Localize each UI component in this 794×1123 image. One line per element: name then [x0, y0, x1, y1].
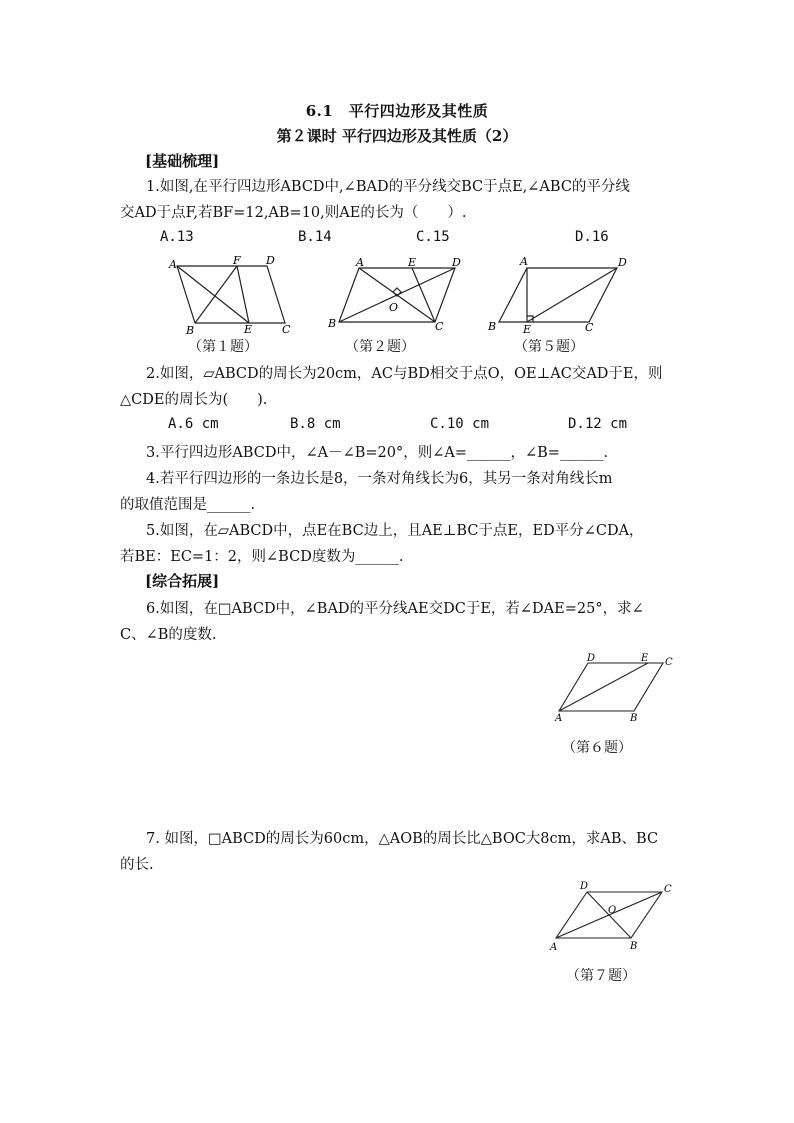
fig2-label-c: C	[435, 320, 444, 333]
q2-option-d: D.12 cm	[568, 416, 628, 432]
fig2-caption: （第２题）	[345, 339, 415, 355]
figure-7	[548, 880, 678, 955]
q1-option-d: D.16	[575, 229, 609, 245]
figure-6	[553, 653, 683, 728]
q1-line1: 1.如图,在平行四边形ABCD中,∠BAD的平分线交BC于点E,∠ABC的平分线	[146, 179, 630, 195]
fig2-label-o: O	[389, 301, 399, 314]
page-subtitle: 第２课时 平行四边形及其性质（2）	[276, 127, 518, 145]
fig7-label-a: A	[550, 942, 558, 953]
fig7-label-o: O	[608, 905, 617, 916]
q2-line1: 2.如图，▱ABCD的周长为20cm，AC与BD相交于点O，OE⊥AC交AD于E，则	[146, 366, 663, 382]
fig6-caption: （第６题）	[562, 740, 632, 756]
fig1-caption: （第１题）	[188, 339, 258, 355]
fig5-caption: （第５题）	[514, 339, 584, 355]
fig5-label-c: C	[585, 321, 594, 334]
q1-line2: 交AD于点F,若BF=12,AB=10,则AE的长为（ ）.	[120, 205, 467, 221]
fig6-label-b: B	[630, 713, 638, 724]
fig6-label-a: A	[555, 713, 563, 724]
q4-line1: 4.若平行四边形的一条边长是8，一条对角线长为6，其另一条对角线长m	[146, 471, 613, 487]
fig6-label-d: D	[587, 653, 596, 664]
fig1-label-f: F	[233, 254, 241, 267]
fig1-label-b: B	[186, 324, 195, 337]
q6-line2: C、∠B的度数.	[120, 627, 217, 643]
q1-option-b: B.14	[298, 229, 332, 245]
figure-5	[485, 255, 635, 335]
q1-option-a: A.13	[160, 229, 194, 245]
fig1-label-a: A	[169, 258, 177, 271]
q2-line2: △CDE的周长为( ).	[120, 392, 268, 408]
fig2-label-b: B	[328, 317, 337, 330]
fig7-label-d: D	[580, 881, 589, 892]
fig5-label-b: B	[488, 320, 497, 333]
fig5-label-e: E	[523, 323, 532, 336]
q1-option-c: C.15	[416, 229, 450, 245]
fig7-label-c: C	[664, 884, 672, 895]
fig6-label-c: C	[665, 657, 673, 668]
fig1-label-c: C	[282, 323, 291, 336]
fig2-label-a: A	[356, 256, 364, 269]
section-extend: [综合拓展]	[145, 572, 220, 590]
q7-line1: 7. 如图，□ABCD的周长为60cm，△AOB的周长比△BOC大8cm，求AB、BC	[146, 831, 659, 847]
fig7-label-b: B	[630, 941, 638, 952]
q3-line1: 3.平行四边形ABCD中，∠A－∠B=20°，则∠A=______，∠B=______.	[146, 445, 609, 461]
q5-line1: 5.如图，在▱ABCD中，点E在BC边上，且AE⊥BC于点E，ED平分∠CDA，	[146, 523, 644, 539]
figure-2	[325, 255, 475, 335]
fig2-label-e: E	[408, 256, 417, 269]
q2-option-c: C.10 cm	[430, 416, 490, 432]
figure-1	[165, 255, 305, 335]
fig1-label-e: E	[244, 323, 253, 336]
fig7-caption: （第７题）	[566, 968, 636, 984]
q5-line2: 若BE：EC=1：2，则∠BCD度数为______.	[120, 549, 404, 565]
q2-option-b: B.8 cm	[290, 416, 341, 432]
fig6-label-e: E	[641, 653, 649, 664]
q7-line2: 的长.	[120, 857, 154, 873]
fig2-label-d: D	[452, 256, 461, 269]
page-title: 6.1 平行四边形及其性质	[305, 102, 489, 120]
q2-option-a: A.6 cm	[168, 416, 219, 432]
fig5-label-d: D	[618, 256, 627, 269]
section-basic: [基础梳理]	[145, 152, 220, 170]
fig5-label-a: A	[520, 255, 528, 268]
q6-line1: 6.如图，在□ABCD中，∠BAD的平分线AE交DC于E，若∠DAE=25°，求∠	[146, 601, 644, 617]
q4-line2: 的取值范围是______.	[120, 497, 256, 513]
fig1-label-d: D	[266, 254, 275, 267]
